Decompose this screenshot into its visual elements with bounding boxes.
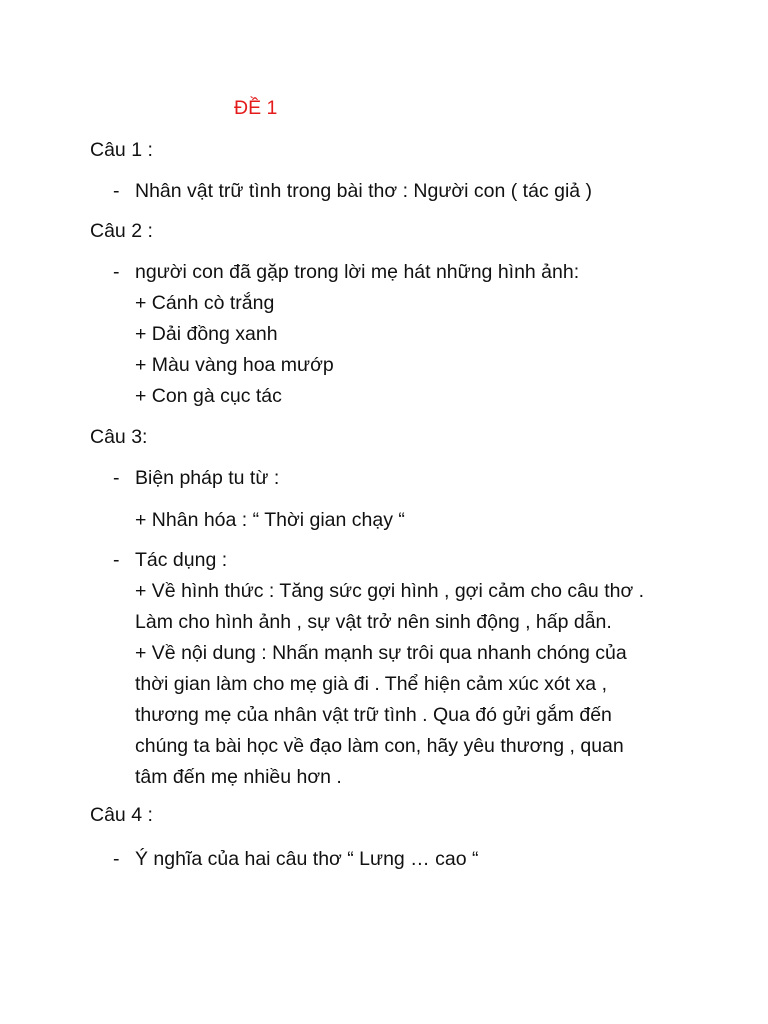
question-3-item-2-line: Tác dụng : bbox=[135, 549, 228, 571]
question-4-heading: Câu 4 : bbox=[90, 804, 153, 826]
question-3-item-1: Biện pháp tu từ : bbox=[135, 467, 280, 489]
exam-title: ĐỀ 1 bbox=[234, 97, 278, 119]
bullet-dash: - bbox=[113, 549, 120, 571]
bullet-dash: - bbox=[113, 261, 120, 283]
question-2-answer-line: + Cánh cò trắng bbox=[135, 292, 275, 314]
question-1-answer: Nhân vật trữ tình trong bài thơ : Người con ( tác giả ) bbox=[135, 180, 593, 202]
question-3-heading: Câu 3: bbox=[90, 426, 148, 448]
question-3-item-2-line: chúng ta bài học về đạo làm con, hãy yêu thương , quan bbox=[135, 735, 624, 757]
bullet-dash: - bbox=[113, 467, 120, 489]
question-3-item-2-line: tâm đến mẹ nhiều hơn . bbox=[135, 766, 342, 788]
question-3-item-2-line: thương mẹ của nhân vật trữ tình . Qua đó gửi gắm đến bbox=[135, 704, 612, 726]
bullet-dash: - bbox=[113, 180, 120, 202]
question-2-answer-line: + Màu vàng hoa mướp bbox=[135, 354, 334, 376]
question-3-item-1-detail: + Nhân hóa : “ Thời gian chạy “ bbox=[135, 509, 405, 531]
question-1-heading: Câu 1 : bbox=[90, 139, 153, 161]
question-3-item-2-line: + Về hình thức : Tăng sức gợi hình , gợi cảm cho câu thơ . bbox=[135, 580, 645, 602]
question-3-item-2-line: Làm cho hình ảnh , sự vật trở nên sinh động , hấp dẫn. bbox=[135, 611, 612, 633]
question-3-item-2-line: + Về nội dung : Nhấn mạnh sự trôi qua nhanh chóng của bbox=[135, 642, 627, 664]
question-2-answer-line: + Con gà cục tác bbox=[135, 385, 282, 407]
question-4-answer: Ý nghĩa của hai câu thơ “ Lưng … cao “ bbox=[135, 848, 479, 870]
question-2-heading: Câu 2 : bbox=[90, 220, 153, 242]
bullet-dash: - bbox=[113, 848, 120, 870]
question-3-item-2-line: thời gian làm cho mẹ già đi . Thể hiện cảm xúc xót xa , bbox=[135, 673, 607, 695]
question-2-answer-line: + Dải đồng xanh bbox=[135, 323, 278, 345]
question-2-answer-line: người con đã gặp trong lời mẹ hát những hình ảnh: bbox=[135, 261, 580, 283]
